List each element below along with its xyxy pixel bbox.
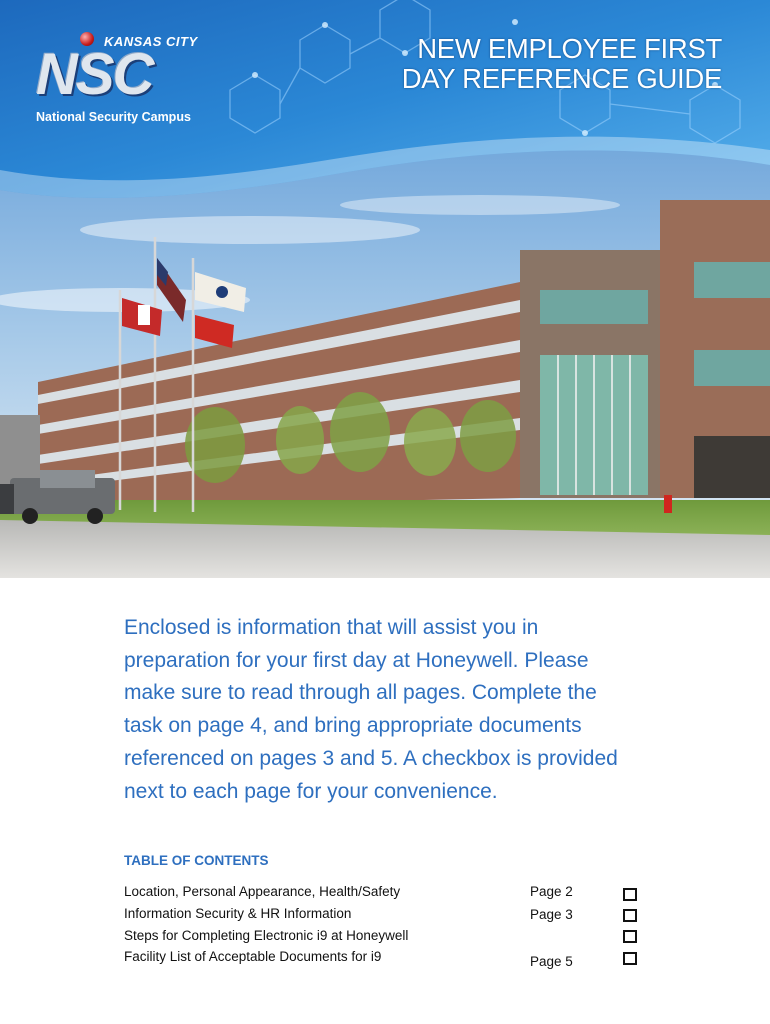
toc-item-label: Steps for Completing Electronic i9 at Honeywell bbox=[124, 928, 409, 943]
toc-checkbox[interactable] bbox=[623, 952, 637, 965]
toc-item-page: Page 2 bbox=[530, 884, 573, 899]
title-line-2: DAY REFERENCE GUIDE bbox=[401, 63, 722, 94]
toc-item-label: Facility List of Acceptable Documents for i9 bbox=[124, 949, 382, 964]
toc-heading: TABLE OF CONTENTS bbox=[124, 853, 269, 868]
page-title bbox=[402, 34, 722, 94]
logo-subtitle: National Security Campus bbox=[36, 110, 191, 124]
logo-mark: NSC bbox=[36, 42, 153, 107]
toc-checkbox[interactable] bbox=[623, 909, 637, 922]
toc-checkbox[interactable] bbox=[623, 930, 637, 943]
title-line-1: NEW EMPLOYEE FIRST bbox=[417, 33, 722, 64]
toc-item-page: Page 3 bbox=[530, 907, 573, 922]
toc-item-label: Information Security & HR Information bbox=[124, 906, 352, 921]
toc-item-label: Location, Personal Appearance, Health/Safety bbox=[124, 884, 401, 899]
intro-paragraph: Enclosed is information that will assist you in preparation for your first day at Honeywell. Please make sure to read through all pages. Complete the task on page 4, and bring appropriate documents referenced on pages 3 and 5. A checkbox is provided next to each page for your convenience. bbox=[124, 616, 618, 803]
toc-checkbox[interactable] bbox=[623, 888, 637, 901]
toc-item-page: Page 5 bbox=[530, 954, 573, 969]
nsc-logo bbox=[30, 30, 205, 135]
logo-city: KANSAS CITY bbox=[104, 34, 198, 49]
